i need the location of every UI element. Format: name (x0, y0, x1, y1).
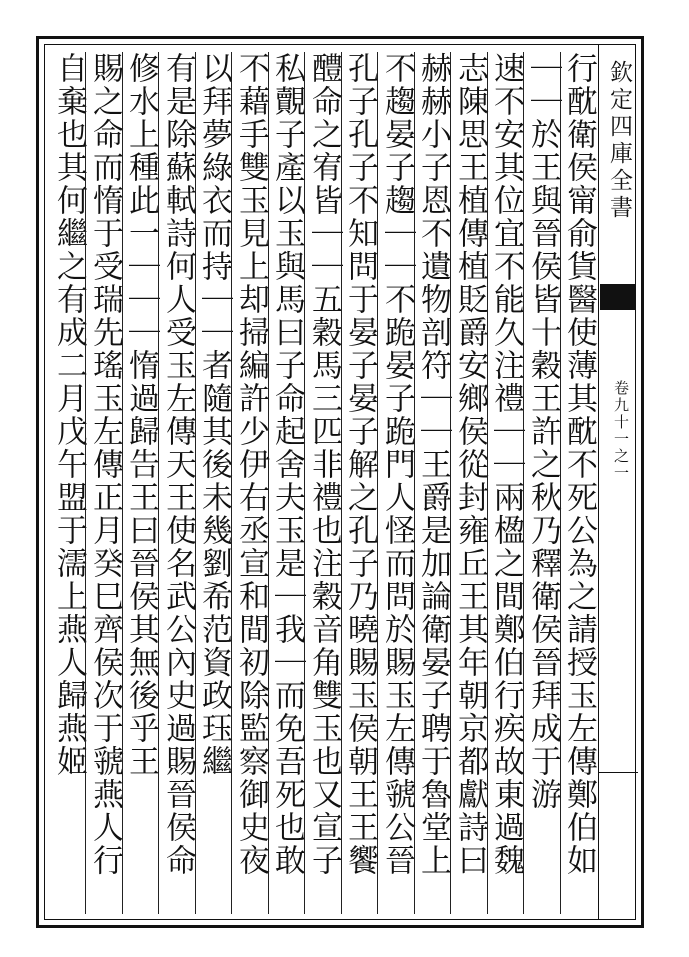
column-rule (523, 52, 524, 914)
text-column: 私覿子產以玉與馬曰子命起舍夫玉是｜我｜而免吾死也敢 (269, 52, 305, 877)
column-rule (85, 52, 86, 914)
text-column: 志陳思王植傳植貶爵安鄉侯從封雍丘王其年朝京都獻詩曰 (452, 52, 488, 877)
text-column: 不藉手雙玉見上却掃編許少伊右丞宣和間初除監察御史夜 (233, 52, 269, 877)
column-rule (304, 52, 305, 914)
fish-tail-notch (600, 308, 636, 315)
text-column: 行酖衛侯甯俞貨醫使薄其酖不死公為之請授玉左傳鄭伯如 (561, 52, 597, 877)
column-rule (341, 52, 342, 914)
column-rule (450, 52, 451, 914)
column-rule (195, 52, 196, 914)
column-rule (268, 52, 269, 914)
column-rule (122, 52, 123, 914)
column-rule (414, 52, 415, 914)
text-column: 不趨晏子趨｜｜不跪晏子跪門人怪而問於賜玉左傳虢公晉 (379, 52, 415, 877)
text-column: 孔子孔子不知問于晏子晏子解之孔子乃曉賜玉侯朝王王饗 (342, 52, 378, 877)
text-column: 醴命之宥皆｜｜五穀馬三匹非禮也注穀音角雙玉也又宣子 (306, 52, 342, 877)
text-column: 以拜夢綠衣而持｜｜者隨其後未幾劉希范資政珏繼 (196, 52, 232, 778)
text-column: 速不安其位宜不能久注禮｜｜兩楹之間鄭伯行疾故東過魏 (488, 52, 524, 877)
text-column: 有是除蘇軾詩何人受玉左傳天王使名武公內史過賜晉侯命 (160, 52, 196, 877)
text-body (50, 52, 598, 914)
column-rule (231, 52, 232, 914)
column-rule (158, 52, 159, 914)
book-title: 欽定四庫全書 (606, 60, 632, 222)
volume-number: 卷九十一之一 (612, 380, 630, 482)
strip-divider (598, 772, 638, 773)
fish-tail-mark (600, 284, 636, 310)
column-rule (560, 52, 561, 914)
text-column: 修水上種此一｜｜｜惰過歸告王曰晉侯其無後乎王 (123, 52, 159, 778)
column-rule (487, 52, 488, 914)
text-column: 賜之命而惰于受瑞先瑤玉左傳正月癸巳齊侯次于虢燕人行 (87, 52, 123, 877)
text-column: 赫赫小子恩不遺物剖符｜｜王爵是加論衛晏子聘于魯堂上 (415, 52, 451, 877)
text-column: ｜｜於王與晉侯皆十穀王許之秋乃釋衛侯晉拜成于游 (525, 52, 561, 811)
column-rule (377, 52, 378, 914)
text-column: 自棄也其何繼之有成二月戊午盟于濡上燕人歸燕姬 (51, 52, 87, 778)
